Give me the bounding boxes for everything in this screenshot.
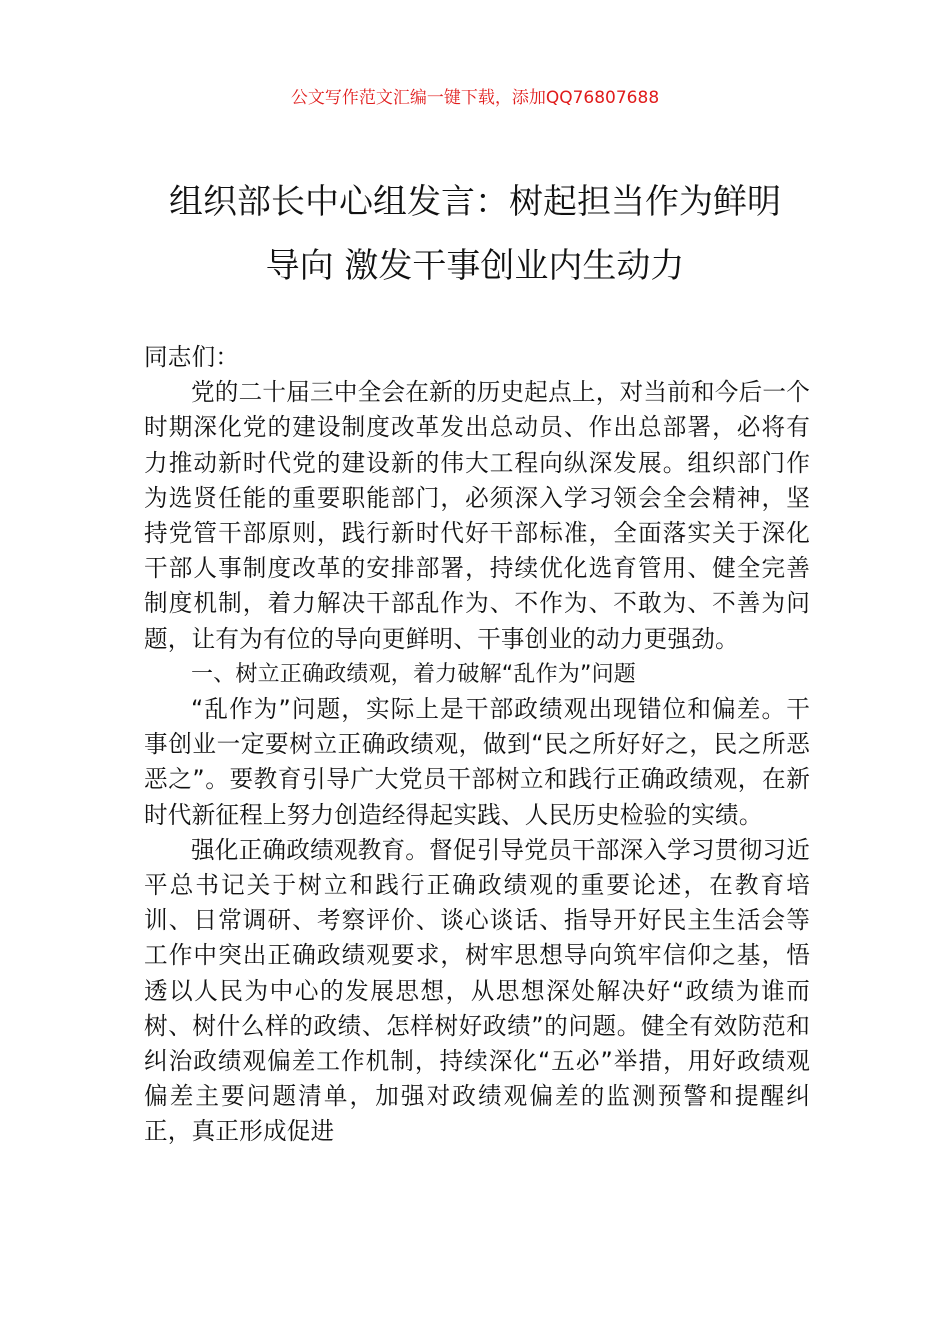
download-banner: 公文写作范文汇编一键下载，添加QQ76807688 bbox=[290, 88, 660, 108]
title-line-2: 导向 激发干事创业内生动力 bbox=[265, 246, 685, 286]
section-heading-1: 一、树立正确政绩观，着力破解“乱作为”问题 bbox=[191, 661, 636, 687]
title-line-1: 组织部长中心组发言：树起担当作为鲜明 bbox=[169, 182, 781, 222]
paragraph-section-1: “乱作为”问题，实际上是干部政绩观出现错位和偏差。干事创业一定要树立正确政绩观，做到“民之所好好之，民之所恶恶之”。要教育引导广大党员干部树立和践行正确政绩观，在新时代新征程上努力创造经得起实践、人民历史检验的实绩。 bbox=[144, 695, 810, 829]
document-title bbox=[100, 170, 850, 298]
salutation: 同志们： bbox=[144, 343, 240, 371]
document-body bbox=[144, 340, 810, 1150]
paragraph-intro: 党的二十届三中全会在新的历史起点上，对当前和今后一个时期深化党的建设制度改革发出总动员、作出总部署，必将有力推动新时代党的建设新的伟大工程向纵深发展。组织部门作为选贤任能的重要职能部门，必须深入学习领会全会精神，坚持党管干部原则，践行新时代好干部标准，全面落实关于深化干部人事制度改革的安排部署，持续优化选育管用、健全完善制度机制，着力解决干部乱作为、不作为、不敢为、不善为问题，让有为有位的导向更鲜明、干事创业的动力更强劲。 bbox=[144, 378, 810, 653]
paragraph-education: 强化正确政绩观教育。督促引导党员干部深入学习贯彻习近平总书记关于树立和践行正确政绩观的重要论述，在教育培训、日常调研、考察评价、谈心谈话、指导开好民主生活会等工作中突出正确政绩观要求，树牢思想导向筑牢信仰之基，悟透以人民为中心的发展思想，从思想深处解决好“政绩为谁而树、树什么样的政绩、怎样树好政绩”的问题。健全有效防范和纠治政绩观偏差工作机制，持续深化“五必”举措，用好政绩观偏差主要问题清单，加强对政绩观偏差的监测预警和提醒纠正，真正形成促进 bbox=[144, 835, 810, 1146]
